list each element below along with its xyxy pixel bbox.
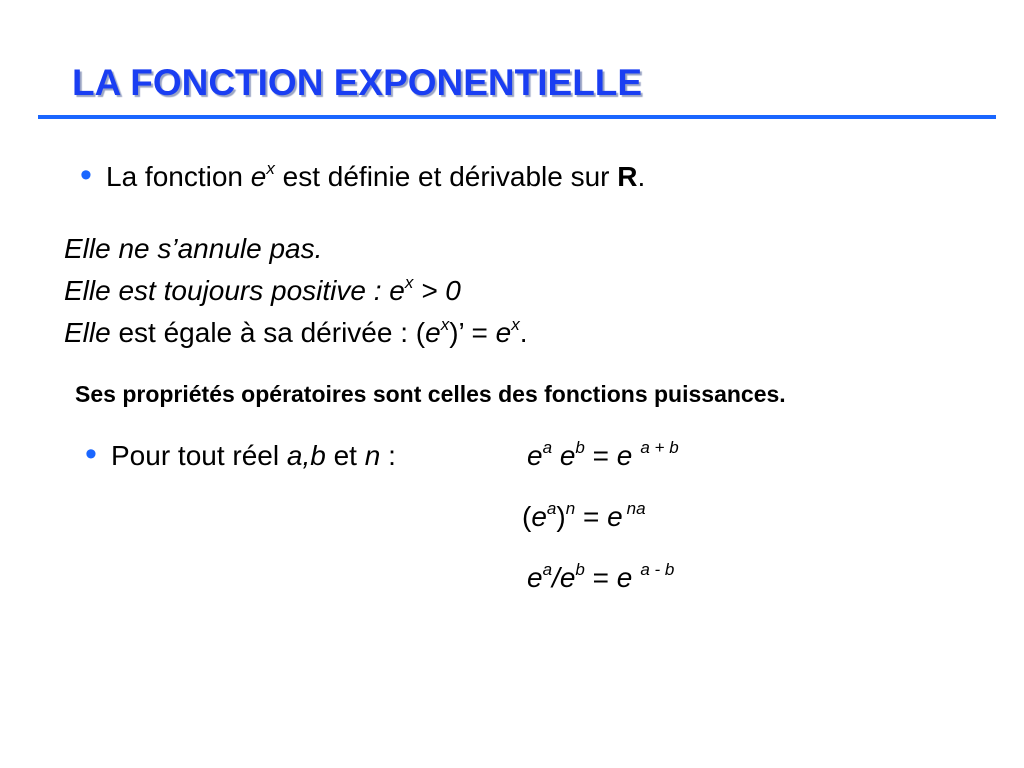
formula2-exponent: na	[626, 499, 646, 518]
line1-text-a: La fonction	[106, 161, 251, 192]
line4-text-b: )’ =	[449, 317, 496, 348]
line1-R: R	[617, 161, 638, 192]
formula2-eq: =	[575, 501, 608, 532]
formula3-e1: e	[527, 562, 543, 593]
line1-exponent: x	[266, 159, 275, 178]
for-all-line	[111, 439, 396, 473]
formula3-a: a	[542, 560, 553, 579]
line5-et: et	[325, 440, 365, 471]
formula2-a: a	[546, 499, 557, 518]
line4-exponent2: x	[511, 315, 520, 334]
formula1-a: a	[542, 438, 553, 457]
formula1-e1: e	[527, 440, 543, 471]
property-nonzero: Elle ne s’annule pas.	[64, 233, 323, 264]
line4-end: .	[519, 317, 528, 348]
formula-quotient	[527, 561, 674, 595]
line4-e2: e	[495, 317, 512, 348]
formula3-slash: /	[552, 562, 560, 593]
formula2-n: n	[565, 499, 576, 518]
line1-end: .	[637, 161, 646, 192]
formula1-eq: =	[584, 440, 617, 471]
line1-text-b: est définie et dérivable sur	[274, 161, 618, 192]
title-underline	[38, 115, 996, 119]
formula1-e2: e	[552, 440, 576, 471]
line1-e: e	[250, 161, 267, 192]
line5-ab: a,b	[286, 440, 326, 471]
formula3-b: b	[575, 560, 585, 579]
formula2-e: e	[531, 501, 547, 532]
formula2-e2: e	[607, 501, 623, 532]
formula-power	[522, 500, 646, 534]
formula3-e3: e	[616, 562, 633, 593]
definition-line	[106, 160, 645, 194]
formula1-exponent: a + b	[640, 438, 679, 457]
formula2-close: )	[556, 501, 566, 532]
line3-text-a: Elle est toujours positive : e	[64, 275, 405, 306]
formula3-exponent: a - b	[640, 560, 675, 579]
formula1-b: b	[575, 438, 585, 457]
line4-e: e	[425, 317, 441, 348]
line3-exponent: x	[404, 273, 414, 292]
line5-text-a: Pour tout réel	[111, 440, 287, 471]
line4-text-a: est égale à sa dérivée : (	[110, 317, 426, 348]
formula-product	[527, 439, 679, 473]
bullet-icon: •	[80, 156, 92, 194]
property-derivative	[64, 316, 527, 350]
line5-n: n	[364, 440, 381, 471]
line4-exponent: x	[440, 315, 450, 334]
formula1-e3: e	[616, 440, 633, 471]
formula3-eq: =	[584, 562, 617, 593]
formula3-e2: e	[559, 562, 576, 593]
formula2-open: (	[522, 501, 532, 532]
line3-text-b: > 0	[413, 275, 461, 306]
properties-heading: Ses propriétés opératoires sont celles des fonctions puissances.	[75, 381, 786, 407]
slide-title: LA FONCTION EXPONENTIELLE	[72, 62, 643, 103]
property-positive	[64, 274, 461, 308]
line4-elle: Elle	[64, 317, 111, 348]
bullet-icon: •	[85, 435, 97, 473]
line5-colon: :	[380, 440, 396, 471]
